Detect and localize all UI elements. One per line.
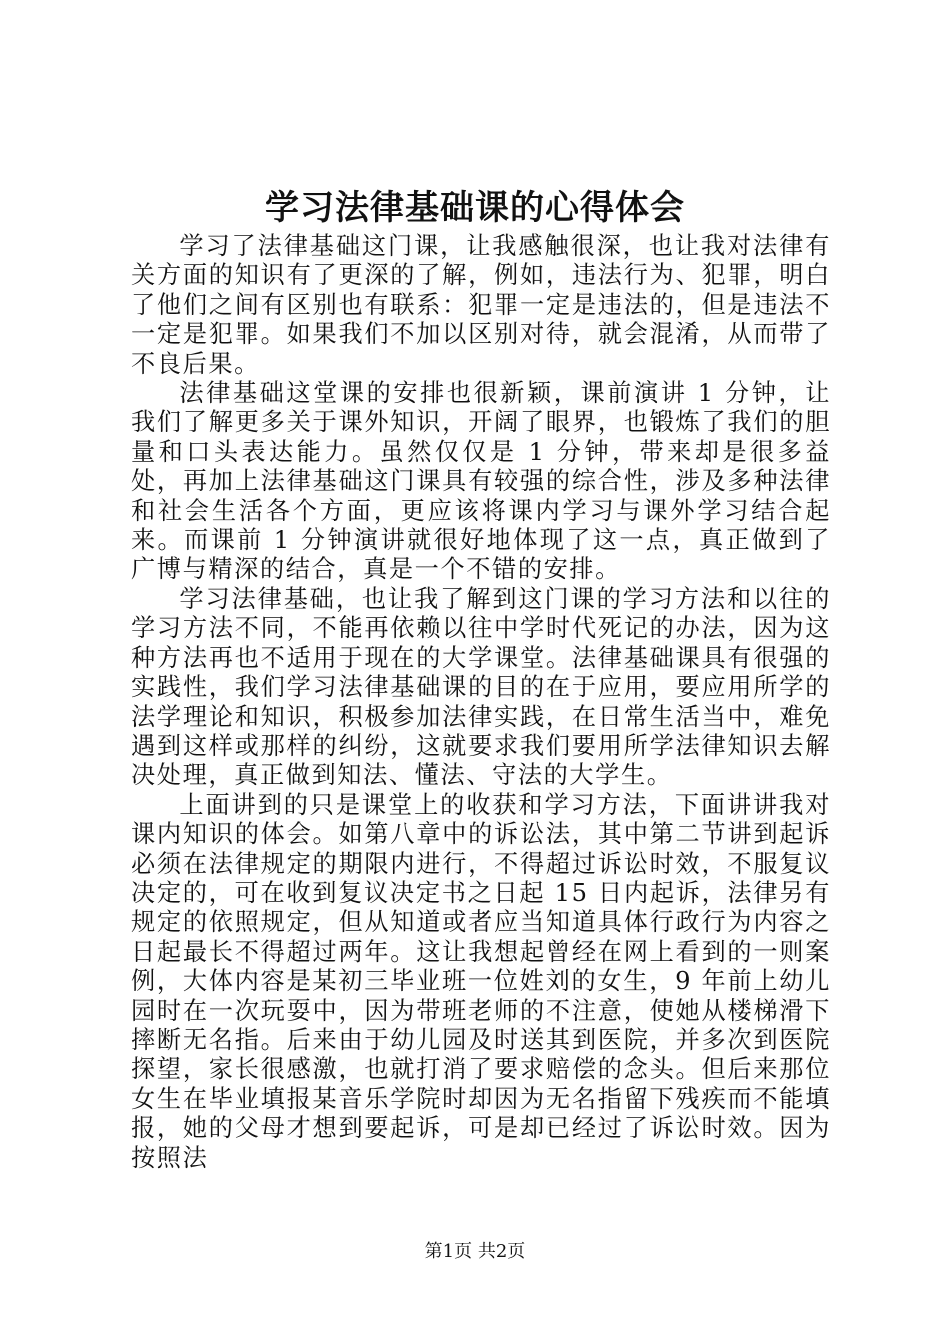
paragraph-1: 学习了法律基础这门课，让我感触很深，也让我对法律有关方面的知识有了更深的了解，例如，违法行为、犯罪，明白了他们之间有区别也有联系：犯罪一定是违法的，但是违法不一定是犯罪。如果我们不加以区别对待，就会混淆，从而带了不良后果。 bbox=[131, 232, 831, 378]
paragraph-3: 学习法律基础，也让我了解到这门课的学习方法和以往的学习方法不同，不能再依赖以往中学时代死记的办法，因为这种方法再也不适用于现在的大学课堂。法律基础课具有很强的实践性，我们学习法律基础课的目的在于应用，要应用所学的法学理论和知识，积极参加法律实践，在日常生活当中，难免遇到这样或那样的纠纷，这就要求我们要用所学法律知识去解决处理，真正做到知法、懂法、守法的大学生。 bbox=[131, 584, 831, 790]
paragraph-2: 法律基础这堂课的安排也很新颖，课前演讲 1 分钟，让我们了解更多关于课外知识，开阔了眼界，也锻炼了我们的胆量和口头表达能力。虽然仅仅是 1 分钟，带来却是很多益处，再加上法律基础这门课具有较强的综合性，涉及多种法律和社会生活各个方面，更应该将课内学习与课外学习结合起来。而课前 1 分钟演讲就很好地体现了这一点，真正做到了广博与精深的结合，真是一个不错的安排。 bbox=[131, 379, 831, 584]
page-number-footer: 第1页 共2页 bbox=[424, 1241, 526, 1262]
document-title: 学习法律基础课的心得体会 bbox=[265, 188, 685, 228]
paragraph-4: 上面讲到的只是课堂上的收获和学习方法，下面讲讲我对课内知识的体会。如第八章中的诉讼法，其中第二节讲到起诉必须在法律规定的期限内进行，不得超过诉讼时效，不服复议决定的，可在收到复议决定书之日起 15 日内起诉，法律另有规定的依照规定，但从知道或者应当知道具体行政行为内容之日起最长不得超过两年。这让我想起曾经在网上看到的一则案例，大体内容是某初三毕业班一位姓刘的女生，9 年前上幼儿园时在一次玩耍中，因为带班老师的不注意，使她从楼梯滑下摔断无名指。后来由于幼儿园及时送其到医院，并多次到医院探望，家长很感激，也就打消了要求赔偿的念头。但后来那位女生在毕业填报某音乐学院时却因为无名指留下残疾而不能填报，她的父母才想到要起诉，可是却已经过了诉讼时效。因为按照法 bbox=[131, 790, 831, 1172]
document-body bbox=[131, 232, 831, 1173]
